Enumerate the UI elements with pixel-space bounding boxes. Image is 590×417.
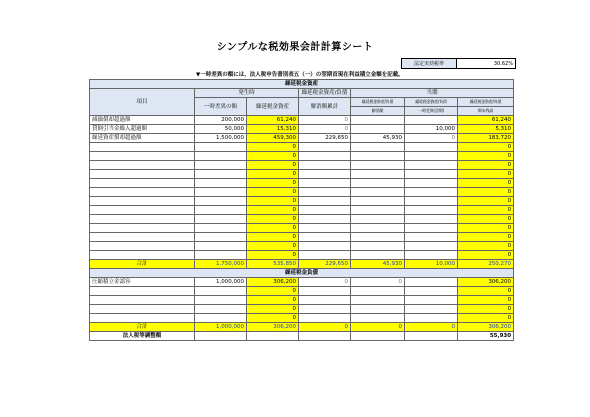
asset-row-cell[interactable]: 0 xyxy=(247,215,299,224)
tax-rate-box xyxy=(401,58,516,69)
asset-row xyxy=(90,224,514,233)
asset-row-cell[interactable] xyxy=(351,224,405,233)
asset-row-cell[interactable]: 0 xyxy=(458,242,514,251)
asset-row-cell[interactable]: 1,500,000 xyxy=(195,134,247,143)
asset-row-cell[interactable] xyxy=(195,170,247,179)
asset-row-cell[interactable] xyxy=(351,233,405,242)
asset-row-cell[interactable] xyxy=(90,233,195,242)
dta-header: 繰延税金資産 xyxy=(247,98,299,116)
asset-row-cell[interactable] xyxy=(299,143,351,152)
liability-row xyxy=(90,314,514,323)
asset-row-cell[interactable]: 0 xyxy=(458,215,514,224)
asset-section-header: 繰延税金資産 xyxy=(90,80,514,89)
asset-row-cell[interactable] xyxy=(351,215,405,224)
asset-row-cell[interactable] xyxy=(299,179,351,188)
asset-row-cell[interactable] xyxy=(405,170,458,179)
asset-total-row-cell[interactable]: 45,930 xyxy=(351,260,405,269)
asset-row-cell[interactable] xyxy=(351,152,405,161)
asset-row-cell[interactable] xyxy=(405,116,458,125)
asset-row-cell[interactable] xyxy=(195,215,247,224)
liability-row-cell[interactable] xyxy=(90,314,195,323)
liability-row-cell[interactable] xyxy=(195,305,247,314)
asset-row-cell[interactable] xyxy=(90,251,195,260)
asset-row-cell[interactable] xyxy=(351,197,405,206)
asset-row-cell[interactable] xyxy=(90,215,195,224)
asset-row-cell[interactable]: 0 xyxy=(247,233,299,242)
asset-row-cell[interactable] xyxy=(351,161,405,170)
asset-row-cell[interactable] xyxy=(299,224,351,233)
asset-row-cell[interactable]: 貸倒引当金繰入超過額 xyxy=(90,125,195,134)
asset-row xyxy=(90,242,514,251)
asset-row-cell[interactable] xyxy=(90,179,195,188)
adjustment-label: 法人税等調整額 xyxy=(90,332,195,341)
asset-row-cell[interactable] xyxy=(351,251,405,260)
asset-row-cell[interactable] xyxy=(405,197,458,206)
asset-row-cell[interactable]: 繰延資産償却超過額 xyxy=(90,134,195,143)
asset-row-cell[interactable]: 0 xyxy=(458,188,514,197)
asset-row-cell[interactable]: 5,310 xyxy=(458,125,514,134)
asset-row-cell[interactable] xyxy=(299,161,351,170)
asset-row-cell[interactable]: 15,310 xyxy=(247,125,299,134)
asset-row-cell[interactable]: 0 xyxy=(247,197,299,206)
asset-row-cell[interactable] xyxy=(351,116,405,125)
liability-row-cell[interactable]: 306,200 xyxy=(247,278,299,287)
asset-row-cell[interactable] xyxy=(195,197,247,206)
asset-row-cell[interactable] xyxy=(299,233,351,242)
liability-row-cell[interactable] xyxy=(299,305,351,314)
liability-row-cell[interactable]: 0 xyxy=(351,278,405,287)
asset-row-cell[interactable] xyxy=(351,125,405,134)
asset-row-cell[interactable]: 10,000 xyxy=(405,125,458,134)
asset-total-row-cell[interactable]: 10,000 xyxy=(405,260,458,269)
asset-row xyxy=(90,116,514,125)
liability-row-cell[interactable]: 0 xyxy=(247,305,299,314)
instruction-note: ▼一時差異の額には、法人税申告書別表五（一）の翌期首現在利益積立金額を記載。 xyxy=(196,72,404,78)
liability-row xyxy=(90,278,514,287)
asset-row-cell[interactable]: 0 xyxy=(458,143,514,152)
asset-row-cell[interactable] xyxy=(299,215,351,224)
asset-row-cell[interactable] xyxy=(299,170,351,179)
liability-total-row-cell[interactable]: 0 xyxy=(351,323,405,332)
asset-row-cell[interactable] xyxy=(195,242,247,251)
liability-row xyxy=(90,296,514,305)
current-header: 当期 xyxy=(351,89,514,98)
adjustment-blank xyxy=(247,332,299,341)
asset-row-cell[interactable]: 0 xyxy=(458,206,514,215)
asset-row-cell[interactable]: 0 xyxy=(247,188,299,197)
liability-row-cell[interactable] xyxy=(351,296,405,305)
liability-total-row xyxy=(90,323,514,332)
liability-total-row-cell[interactable]: 1,000,000 xyxy=(195,323,247,332)
asset-row-cell[interactable]: 0 xyxy=(247,224,299,233)
asset-row-cell[interactable] xyxy=(299,242,351,251)
asset-row-cell[interactable]: 0 xyxy=(247,251,299,260)
liability-row-cell[interactable] xyxy=(405,296,458,305)
asset-row-cell[interactable]: 0 xyxy=(458,152,514,161)
asset-row-cell[interactable]: 0 xyxy=(299,125,351,134)
liability-row-cell[interactable] xyxy=(351,314,405,323)
liability-row-cell[interactable]: 0 xyxy=(247,296,299,305)
asset-row-cell[interactable] xyxy=(405,215,458,224)
asset-row-cell[interactable]: 0 xyxy=(247,170,299,179)
asset-row-cell[interactable] xyxy=(195,233,247,242)
adjustment-value: 55,930 xyxy=(458,332,514,341)
asset-row xyxy=(90,179,514,188)
cur1-header: 解消額 xyxy=(351,107,405,116)
asset-row-cell[interactable] xyxy=(351,179,405,188)
asset-row-cell[interactable] xyxy=(405,152,458,161)
liability-row-cell[interactable] xyxy=(195,314,247,323)
asset-row-cell[interactable]: 0 xyxy=(405,134,458,143)
asset-row xyxy=(90,125,514,134)
asset-row-cell[interactable]: 0 xyxy=(299,116,351,125)
asset-row-cell[interactable]: 61,240 xyxy=(458,116,514,125)
liability-row xyxy=(90,305,514,314)
asset-row-cell[interactable]: 0 xyxy=(458,224,514,233)
asset-row-cell[interactable]: 0 xyxy=(247,179,299,188)
liability-row-cell[interactable]: 0 xyxy=(247,314,299,323)
asset-row-cell[interactable] xyxy=(351,170,405,179)
asset-row-cell[interactable]: 459,300 xyxy=(247,134,299,143)
asset-row-cell[interactable] xyxy=(90,206,195,215)
asset-row-cell[interactable] xyxy=(195,179,247,188)
asset-row xyxy=(90,188,514,197)
liability-row-cell[interactable]: 0 xyxy=(458,314,514,323)
asset-row-cell[interactable]: 183,720 xyxy=(458,134,514,143)
asset-row-cell[interactable]: 0 xyxy=(247,242,299,251)
liability-row-cell[interactable]: 0 xyxy=(458,296,514,305)
asset-row xyxy=(90,134,514,143)
asset-total-row-cell[interactable]: 1,750,000 xyxy=(195,260,247,269)
asset-row-cell[interactable] xyxy=(195,161,247,170)
asset-row xyxy=(90,170,514,179)
adjustment-blank xyxy=(195,332,247,341)
asset-total-row xyxy=(90,260,514,269)
asset-row-cell[interactable]: 0 xyxy=(247,206,299,215)
liability-row-cell[interactable] xyxy=(405,278,458,287)
asset-row-cell[interactable] xyxy=(351,206,405,215)
adjustment-blank xyxy=(351,332,405,341)
asset-row-cell[interactable] xyxy=(195,143,247,152)
item-header: 項目 xyxy=(90,89,195,116)
cur-sub3-top: 繰延税金資産/負債 xyxy=(458,98,514,107)
asset-row-cell[interactable]: 0 xyxy=(247,161,299,170)
asset-row-cell[interactable] xyxy=(405,143,458,152)
occur-header: 発生時 xyxy=(195,89,299,98)
asset-row-cell[interactable]: 229,650 xyxy=(299,134,351,143)
asset-row-cell[interactable]: 0 xyxy=(247,152,299,161)
liability-row-cell[interactable] xyxy=(195,287,247,296)
temp-diff-header: 一時差異の額 xyxy=(195,98,247,116)
asset-row-cell[interactable]: 0 xyxy=(458,251,514,260)
asset-row-cell[interactable]: 45,930 xyxy=(351,134,405,143)
liability-row-cell[interactable] xyxy=(405,287,458,296)
asset-row-cell[interactable] xyxy=(405,242,458,251)
liability-row-cell[interactable] xyxy=(299,314,351,323)
asset-row-cell[interactable] xyxy=(405,224,458,233)
liability-row-cell[interactable] xyxy=(299,296,351,305)
asset-row-cell[interactable] xyxy=(195,152,247,161)
asset-row xyxy=(90,215,514,224)
liability-row-cell[interactable]: 0 xyxy=(247,287,299,296)
asset-row-cell[interactable]: 200,000 xyxy=(195,116,247,125)
liability-total-row-cell[interactable]: 0 xyxy=(299,323,351,332)
liability-row-cell[interactable] xyxy=(90,305,195,314)
liability-row-cell[interactable] xyxy=(351,305,405,314)
liability-row-cell[interactable] xyxy=(405,305,458,314)
liability-row-cell[interactable]: 306,200 xyxy=(458,278,514,287)
asset-row-cell[interactable]: 0 xyxy=(458,197,514,206)
adj-header: 繰延税金資産/負債 xyxy=(299,89,351,98)
asset-row-cell[interactable]: 0 xyxy=(458,161,514,170)
asset-row-cell[interactable]: 0 xyxy=(458,170,514,179)
cur-sub2-top: 繰延税金資産/負債 xyxy=(405,98,458,107)
cur3-header: 期末残高 xyxy=(458,107,514,116)
liability-row-cell[interactable] xyxy=(299,287,351,296)
liability-row-cell[interactable] xyxy=(405,314,458,323)
liability-row-cell[interactable]: 0 xyxy=(458,287,514,296)
adjustment-row xyxy=(90,332,514,341)
tax-effect-table xyxy=(89,79,514,341)
asset-row-cell[interactable]: 0 xyxy=(458,233,514,242)
liability-total-row-cell[interactable]: 0 xyxy=(405,323,458,332)
asset-row-cell[interactable] xyxy=(299,188,351,197)
asset-row-cell[interactable] xyxy=(351,242,405,251)
asset-row-cell[interactable] xyxy=(90,188,195,197)
asset-total-row-cell[interactable]: 535,850 xyxy=(247,260,299,269)
asset-row-cell[interactable] xyxy=(90,143,195,152)
asset-row-cell[interactable] xyxy=(405,188,458,197)
liability-row-cell[interactable]: 0 xyxy=(299,278,351,287)
asset-row-cell[interactable] xyxy=(299,197,351,206)
asset-row xyxy=(90,206,514,215)
asset-row-cell[interactable] xyxy=(195,251,247,260)
asset-row-cell[interactable]: 0 xyxy=(247,143,299,152)
asset-row-cell[interactable]: 0 xyxy=(458,179,514,188)
liability-row-cell[interactable]: 0 xyxy=(458,305,514,314)
page-title: シンプルな税効果会計計算シート xyxy=(216,42,374,53)
asset-row-cell[interactable] xyxy=(195,188,247,197)
asset-row-cell[interactable] xyxy=(405,251,458,260)
asset-row-cell[interactable] xyxy=(90,224,195,233)
liability-row-cell[interactable] xyxy=(90,296,195,305)
liability-row-cell[interactable] xyxy=(351,287,405,296)
liability-total-row-cell[interactable]: 306,200 xyxy=(247,323,299,332)
cur-sub1-top: 繰延税金資産/負債 xyxy=(351,98,405,107)
liability-row xyxy=(90,287,514,296)
asset-row xyxy=(90,161,514,170)
asset-row-cell[interactable] xyxy=(405,179,458,188)
asset-row-cell[interactable] xyxy=(90,170,195,179)
asset-row xyxy=(90,233,514,242)
liability-total-row-cell[interactable]: 合計 xyxy=(90,323,195,332)
asset-row-cell[interactable] xyxy=(90,242,195,251)
liability-row-cell[interactable]: 圧縮積立金認容 xyxy=(90,278,195,287)
asset-row-cell[interactable] xyxy=(299,251,351,260)
asset-row-cell[interactable] xyxy=(405,233,458,242)
asset-row xyxy=(90,143,514,152)
adjustment-blank xyxy=(299,332,351,341)
asset-row-cell[interactable] xyxy=(351,143,405,152)
asset-total-row-cell[interactable]: 250,270 xyxy=(458,260,514,269)
liability-section-header: 繰延税金負債 xyxy=(90,269,514,278)
asset-row-cell[interactable] xyxy=(90,161,195,170)
asset-row-cell[interactable] xyxy=(299,206,351,215)
tax-rate-value[interactable]: 30.62% xyxy=(457,59,515,68)
adjustment-blank xyxy=(405,332,458,341)
asset-row xyxy=(90,152,514,161)
liability-row-cell[interactable]: 1,000,000 xyxy=(195,278,247,287)
asset-row-cell[interactable] xyxy=(405,161,458,170)
asset-row-cell[interactable] xyxy=(351,188,405,197)
liability-row-cell[interactable] xyxy=(195,296,247,305)
asset-row-cell[interactable] xyxy=(405,206,458,215)
liability-total-row-cell[interactable]: 306,200 xyxy=(458,323,514,332)
asset-row-cell[interactable]: 50,000 xyxy=(195,125,247,134)
asset-total-row-cell[interactable]: 合計 xyxy=(90,260,195,269)
asset-row-cell[interactable] xyxy=(90,152,195,161)
asset-row-cell[interactable]: 減価償却超過額 xyxy=(90,116,195,125)
asset-row-cell[interactable] xyxy=(299,152,351,161)
asset-total-row-cell[interactable]: 229,650 xyxy=(299,260,351,269)
tax-rate-label: 法定実効税率 xyxy=(402,59,457,68)
asset-row-cell[interactable] xyxy=(195,224,247,233)
asset-row-cell[interactable] xyxy=(90,197,195,206)
asset-row xyxy=(90,197,514,206)
cur2-header: 一時差異(翌期) xyxy=(405,107,458,116)
asset-row xyxy=(90,251,514,260)
reversal-header: 解消額累計 xyxy=(299,98,351,116)
asset-row-cell[interactable] xyxy=(195,206,247,215)
asset-row-cell[interactable]: 61,240 xyxy=(247,116,299,125)
liability-row-cell[interactable] xyxy=(90,287,195,296)
